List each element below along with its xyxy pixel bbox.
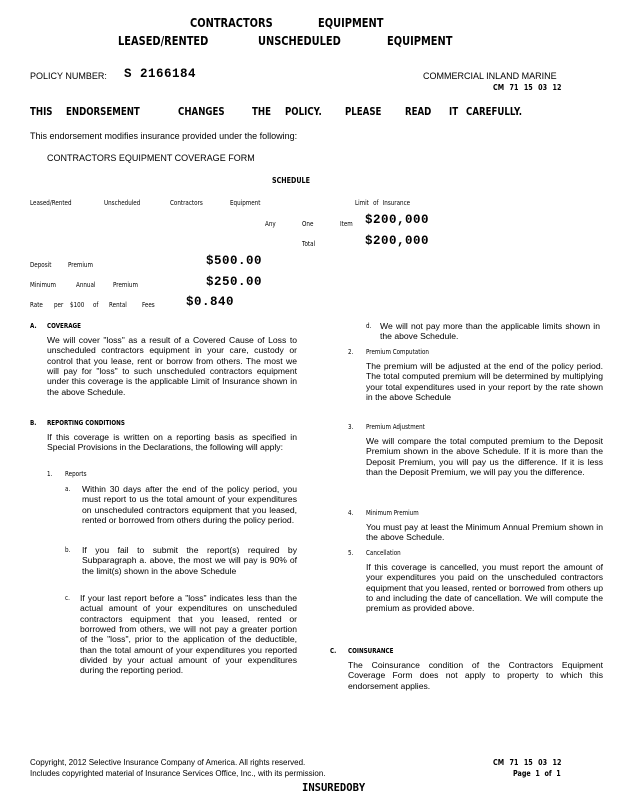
minimum-premium-heading: Minimum Premium xyxy=(366,509,419,517)
insuredoby-watermark: INSUREDOBY xyxy=(302,782,366,794)
section-c-letter: C. xyxy=(330,647,337,655)
form-number-footer: CM 71 15 03 12 xyxy=(493,758,562,767)
cancellation-heading: Cancellation xyxy=(366,549,401,557)
any-one-item-value: $200,000 xyxy=(365,213,430,227)
rate-label: Rate xyxy=(30,301,43,309)
section-b-text: If this coverage is written on a reporting basis as specified in Special Provisions in the Declarations, the following will apply: xyxy=(47,432,297,453)
policy-number-label: POLICY NUMBER: xyxy=(30,71,107,81)
title-line2-c: EQUIPMENT xyxy=(387,34,453,48)
notice-word: THE xyxy=(252,106,271,118)
notice-word: PLEASE xyxy=(345,106,382,118)
item-label: Item xyxy=(340,220,353,228)
limit-of-insurance-label: Limit of Insurance xyxy=(355,199,411,207)
one-label: One xyxy=(302,220,314,228)
rate-label: per xyxy=(54,301,64,309)
copyright-line-2: Includes copyrighted material of Insurance Services Office, Inc., with its permission. xyxy=(30,769,326,778)
minimum-premium-text: You must pay at least the Minimum Annual Premium shown in the above Schedule. xyxy=(366,522,603,543)
form-number-header: CM 71 15 03 12 xyxy=(493,83,562,92)
any-label: Any xyxy=(265,220,276,228)
annual-label: Annual xyxy=(76,281,96,289)
coverage-form-name: CONTRACTORS EQUIPMENT COVERAGE FORM xyxy=(47,153,255,163)
schedule-col-label: Contractors xyxy=(170,199,203,207)
policy-number-value: S 2166184 xyxy=(124,67,197,81)
section-c-heading: COINSURANCE xyxy=(348,647,394,655)
rate-label: Rental xyxy=(109,301,127,309)
title-line1-a: CONTRACTORS xyxy=(190,16,273,30)
subpara-a-text: Within 30 days after the end of the policy period, you must report to us the total amount of your expenditures on unscheduled contractors equipment that you leased, rented or borrowed from others during the policy period. xyxy=(82,484,297,525)
rate-value: $0.840 xyxy=(186,295,235,309)
notice-word: IT xyxy=(449,106,459,118)
rate-label: of xyxy=(93,301,99,309)
minimum-premium-label: Premium xyxy=(113,281,138,289)
notice-word: ENDORSEMENT xyxy=(66,106,140,118)
minimum-premium-number: 4. xyxy=(348,509,354,517)
notice-word: THIS xyxy=(30,106,53,118)
subpara-b-letter: b. xyxy=(65,546,71,554)
copyright-line-1: Copyright, 2012 Selective Insurance Company of America. All rights reserved. xyxy=(30,758,306,767)
line-of-business: COMMERCIAL INLAND MARINE xyxy=(423,71,557,81)
section-a-text: We will cover "loss" as a result of a Covered Cause of Loss to unscheduled contractors equipment in your care, custody or control that you lease, rent or borrow from others. The most we will pay for "loss" to such unscheduled contractors equipment under this coverage is the applicable Limit of Insurance shown in the above Schedule. xyxy=(47,335,297,397)
schedule-col-label: Leased/Rented xyxy=(30,199,72,207)
premium-adjustment-heading: Premium Adjustment xyxy=(366,423,425,431)
premium-adjustment-text: We will compare the total computed premium to the Deposit Premium shown in the above Schedule. If it is more than the Deposit Premium, you will pay us the difference. If it is less than the Deposit Premium, we will pay you the difference. xyxy=(366,436,603,477)
page-indicator: Page 1 of 1 xyxy=(513,769,561,778)
subpara-c-letter: c. xyxy=(65,594,70,602)
section-b-heading: REPORTING CONDITIONS xyxy=(47,419,125,427)
notice-word: CHANGES xyxy=(178,106,225,118)
schedule-col-label: Unscheduled xyxy=(104,199,141,207)
subpara-c-text: If your last report before a "loss" indicates less than the actual amount of your expenditures on unscheduled contractors equipment that you leased, rented or borrowed from others, we will not pay a greater portion of the "loss", prior to the application of the deductible, than the total amount of your expenditures you reported divided by your actual amount of your expenditures during the reporting period. xyxy=(80,593,297,676)
cancellation-number: 5. xyxy=(348,549,354,557)
title-line2-b: UNSCHEDULED xyxy=(258,34,341,48)
subpara-d-text: We will not pay more than the applicable limits shown in the above Schedule. xyxy=(380,321,600,342)
reports-number: 1. xyxy=(47,470,53,478)
notice-word: POLICY. xyxy=(285,106,322,118)
schedule-heading: SCHEDULE xyxy=(272,176,310,185)
minimum-label: Minimum xyxy=(30,281,56,289)
premium-computation-heading: Premium Computation xyxy=(366,348,429,356)
section-a-letter: A. xyxy=(30,322,37,330)
rate-label: Fees xyxy=(142,301,155,309)
schedule-col-label: Equipment xyxy=(230,199,261,207)
subpara-d-letter: d. xyxy=(366,322,372,330)
total-label: Total xyxy=(302,240,316,248)
premium-computation-number: 2. xyxy=(348,348,354,356)
title-line2-a: LEASED/RENTED xyxy=(118,34,209,48)
rate-label: $100 xyxy=(70,301,85,309)
section-a-heading: COVERAGE xyxy=(47,322,81,330)
deposit-premium-value: $500.00 xyxy=(206,254,263,268)
section-c-text: The Coinsurance condition of the Contractors Equipment Coverage Form does not apply to property to which this endorsement applies. xyxy=(348,660,603,691)
deposit-premium-label: Premium xyxy=(68,261,93,269)
minimum-premium-value: $250.00 xyxy=(206,275,263,289)
notice-word: READ xyxy=(405,106,432,118)
subpara-a-letter: a. xyxy=(65,485,71,493)
section-b-letter: B. xyxy=(30,419,37,427)
premium-computation-text: The premium will be adjusted at the end of the policy period. The total computed premium will be determined by multiplying your total expenditures used in your report by the rate shown in the above Schedule xyxy=(366,361,603,402)
notice-word: CAREFULLY. xyxy=(466,106,523,118)
reports-heading: Reports xyxy=(65,470,87,478)
deposit-label: Deposit xyxy=(30,261,52,269)
total-value: $200,000 xyxy=(365,234,430,248)
cancellation-text: If this coverage is cancelled, you must report the amount of your expenditures you paid on the unscheduled contractors equipment that you leased, rented or borrowed from others up to and including the date of cancellation. We will compute the premium as provided above. xyxy=(366,562,603,614)
modifies-text: This endorsement modifies insurance provided under the following: xyxy=(30,131,298,141)
title-line1-b: EQUIPMENT xyxy=(318,16,384,30)
subpara-b-text: If you fail to submit the report(s) required by Subparagraph a. above, the most we will pay is 90% of the limit(s) shown in the above Schedule xyxy=(82,545,297,576)
premium-adjustment-number: 3. xyxy=(348,423,354,431)
